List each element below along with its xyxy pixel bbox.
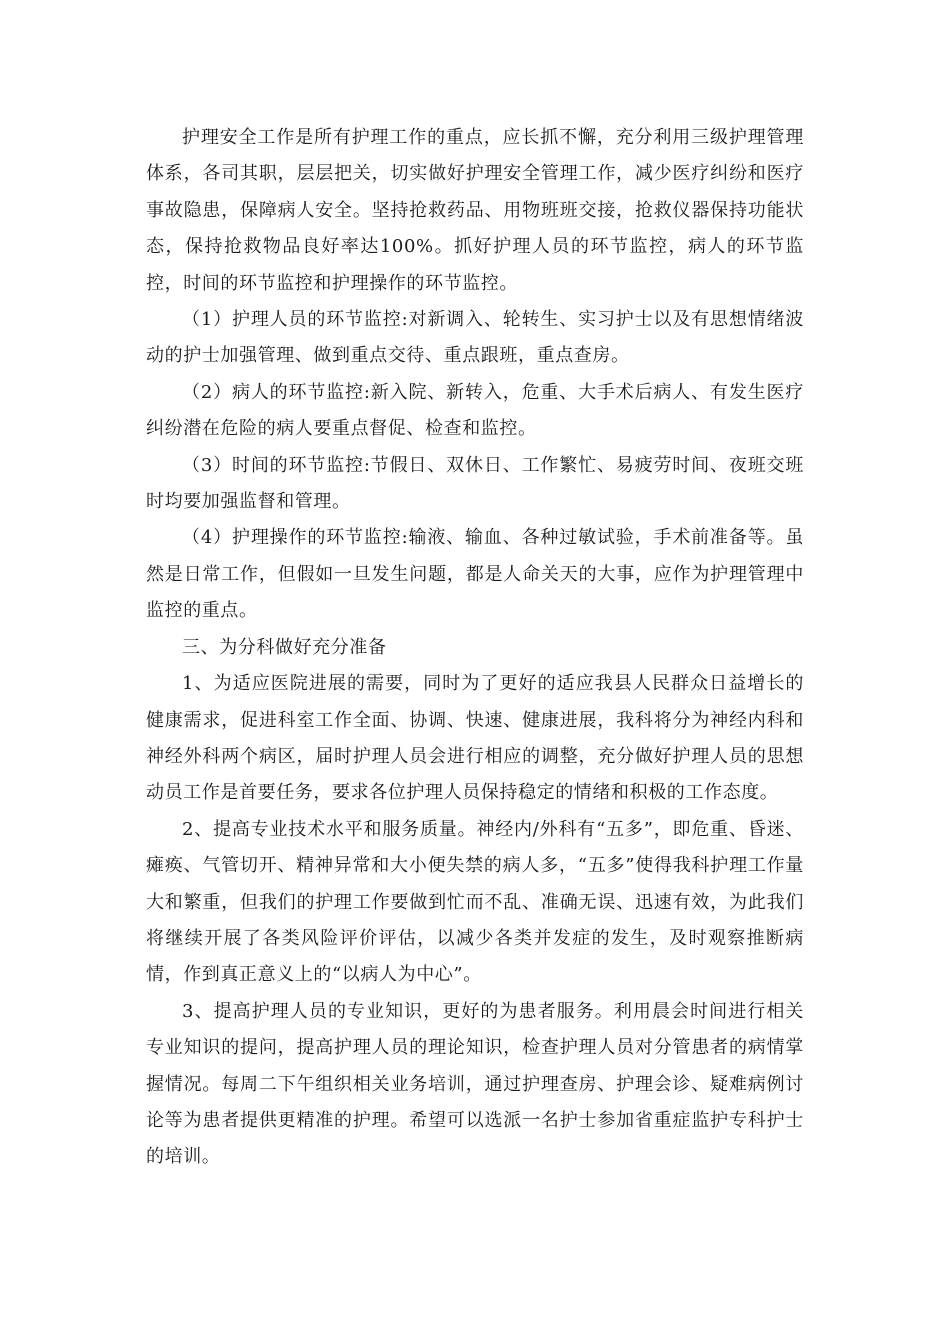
paragraph-operation-monitoring: （4）护理操作的环节监控:输液、输血、各种过敏试验，手术前准备等。虽然是日常工作，但假如一旦发生问题，都是人命关天的大事，应作为护理管理中监控的重点。 xyxy=(146,527,804,622)
paragraph-item-3: 3、提高护理人员的专业知识，更好的为患者服务。利用晨会时间进行相关专业知识的提问，提高护理人员的理论知识，检查护理人员对分管患者的病情掌握情况。每周二下午组织相关业务培训，通过护理查房、护理会诊、疑难病例讨论等为患者提供更精准的护理。希望可以选派一名护士参加省重症监护专科护士的培训。 xyxy=(146,1000,804,1168)
paragraph-time-monitoring: （3）时间的环节监控:节假日、双休日、工作繁忙、易疲劳时间、夜班交班时均要加强监督和管理。 xyxy=(146,454,804,513)
paragraph-patient-monitoring: （2）病人的环节监控:新入院、新转入，危重、大手术后病人、有发生医疗纠纷潜在危险的病人要重点督促、检查和监控。 xyxy=(146,381,804,440)
paragraph-staff-monitoring: （1）护理人员的环节监控:对新调入、轮转生、实习护士以及有思想情绪波动的护士加强管理、做到重点交待、重点跟班，重点查房。 xyxy=(146,309,804,367)
paragraph-safety-overview: 护理安全工作是所有护理工作的重点，应长抓不懈，充分利用三级护理管理体系，各司其职，层层把关，切实做好护理安全管理工作，减少医疗纠纷和医疗事故隐患，保障病人安全。坚持抢救药品、用物班班交接，抢救仪器保持功能状态，保持抢救物品良好率达100%。抓好护理人员的环节监控，病人的环节监控，时间的环节监控和护理操作的环节监控。 xyxy=(146,127,804,294)
section-heading-department-split: 三、为分科做好充分准备 xyxy=(182,636,387,658)
document-body xyxy=(146,120,804,1176)
paragraph-item-1: 1、为适应医院进展的需要，同时为了更好的适应我县人民群众日益增长的健康需求，促进科室工作全面、协调、快速、健康进展，我科将分为神经内科和神经外科两个病区，届时护理人员会进行相应的调整，充分做好护理人员的思想动员工作是首要任务，要求各位护理人员保持稳定的情绪和积极的工作态度。 xyxy=(146,673,804,804)
paragraph-item-2: 2、提高专业技术水平和服务质量。神经内/外科有“五多”，即危重、昏迷、瘫痪、气管切开、精神异常和大小便失禁的病人多，“五多”使得我科护理工作量大和繁重，但我们的护理工作要做到忙而不乱、准确无误、迅速有效，为此我们将继续开展了各类风险评价评估，以减少各类并发症的发生，及时观察推断病情，作到真正意义上的“以病人为中心”。 xyxy=(146,818,804,986)
